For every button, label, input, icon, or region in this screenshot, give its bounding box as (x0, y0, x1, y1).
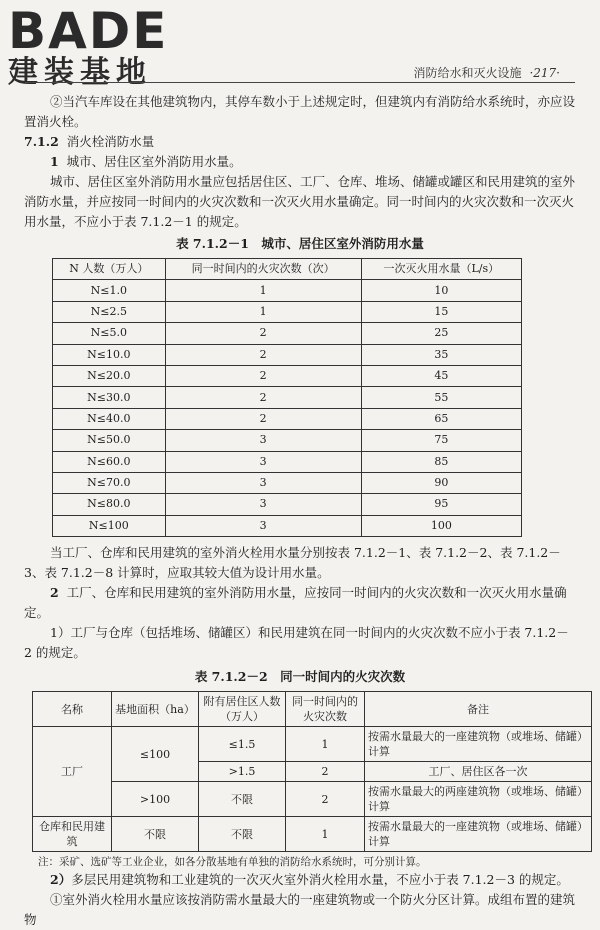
paragraph-fire-count: 1）工厂与仓库（包括堆场、储罐区）和民用建筑在同一时间内的火灾次数不应小于表 7.1.2－2 的规定。 (24, 625, 569, 661)
table-1-header: 一次灭火用水量（L/s） (361, 259, 521, 280)
paragraph-max-value: 当工厂、仓库和民用建筑的室外消火栓用水量分别按表 7.1.2－1、表 7.1.2－2、表 7.1.2－3、表 7.1.2－8 计算时，应取其较大值为设计用水量。 (24, 545, 561, 581)
table-cell: 15 (361, 301, 521, 322)
item-1-heading (24, 152, 576, 172)
section-title: 消火栓消防水量 (66, 134, 155, 149)
paragraph-city-water: 城市、居住区室外消防用水量应包括居住区、工厂、仓库、堆场、储罐或罐区和民用建筑的室外消防水量，并应按同一时间内的火灾次数和一次灭火用水量确定。同一时间内的火灾次数和一次灭火用水量，不应小于表 7.1.2－1 的规定。 (24, 174, 576, 229)
table-1-header: 同一时间内的火灾次数（次） (165, 259, 361, 280)
table-cell: 1 (286, 817, 365, 852)
item-2-2-number: 2） (50, 872, 72, 888)
item-1-number: 1 (50, 154, 59, 169)
table-row (33, 817, 592, 852)
table-cell: 不限 (112, 817, 199, 852)
table-cell: 2 (165, 387, 361, 408)
table-cell: N≤50.0 (53, 430, 166, 451)
table-row (53, 494, 522, 515)
table-row (53, 408, 522, 429)
table-2-caption: 表 7.1.2－2 同一时间内的火灾次数 (194, 669, 406, 685)
section-heading (24, 132, 576, 152)
table-cell: N≤10.0 (53, 344, 166, 365)
table-row (33, 727, 592, 762)
table-row (53, 515, 522, 536)
table-2-header: 基地面积（ha） (112, 692, 199, 727)
table-cell: 3 (165, 430, 361, 451)
table-cell: 10 (361, 280, 521, 301)
table-cell: 不限 (199, 817, 286, 852)
logo (8, 2, 178, 90)
table-cell: 85 (361, 451, 521, 472)
table-row (53, 344, 522, 365)
item-2-2-text: 多层民用建筑物和工业建筑的一次灭火室外消火栓用水量，不应小于表 7.1.2－3 的规定。 (71, 872, 569, 888)
table-cell: ≤1.5 (199, 727, 286, 762)
table-2-header: 同一时间内的火灾次数 (286, 692, 365, 727)
section-number: 7.1.2 (24, 134, 59, 149)
table-cell: 仓库和民用建筑 (33, 817, 112, 852)
table-cell: 3 (165, 494, 361, 515)
table-1-header-row (53, 259, 522, 280)
table-cell: N≤5.0 (53, 323, 166, 344)
table-cell: 45 (361, 365, 521, 386)
item-1-text: 城市、居住区室外消防用水量。 (66, 154, 242, 169)
table-cell: 2 (165, 323, 361, 344)
paragraph-outdoor-hydrant: ①室外消火栓用水量应该按消防需水量最大的一座建筑物或一个防火分区计算。成组布置的建筑物 (24, 892, 576, 928)
table-cell: 2 (165, 408, 361, 429)
table-cell: N≤100 (53, 515, 166, 536)
table-cell: N≤60.0 (53, 451, 166, 472)
table-cell: >1.5 (199, 762, 286, 782)
table-row (53, 323, 522, 344)
table-row (53, 301, 522, 322)
table-cell: 3 (165, 451, 361, 472)
table-2-note: 注：采矿、选矿等工业企业，如各分散基地有单独的消防给水系统时，可分别计算。 (38, 856, 427, 869)
table-cell: 25 (361, 323, 521, 344)
table-cell: 按需水量最大的两座建筑物（或堆场、储罐）计算 (365, 782, 592, 817)
table-cell: N≤40.0 (53, 408, 166, 429)
table-cell: N≤1.0 (53, 280, 166, 301)
page-number: ·217· (529, 66, 560, 80)
table-2 (32, 691, 592, 852)
table-row (53, 280, 522, 301)
table-cell: 1 (165, 301, 361, 322)
table-cell: 3 (165, 515, 361, 536)
table-row (53, 451, 522, 472)
table-cell: 1 (286, 727, 365, 762)
page-body (24, 92, 588, 930)
table-cell: 35 (361, 344, 521, 365)
table-cell: N≤70.0 (53, 472, 166, 493)
table-cell: 3 (165, 472, 361, 493)
item-2-heading (24, 583, 576, 623)
table-cell: 2 (286, 762, 365, 782)
table-row (53, 387, 522, 408)
table-cell: N≤20.0 (53, 365, 166, 386)
item-2-number: 2 (50, 585, 59, 601)
table-cell: 按需水量最大的一座建筑物（或堆场、储罐）计算 (365, 727, 592, 762)
table-cell: 2 (286, 782, 365, 817)
table-cell: 1 (165, 280, 361, 301)
table-cell: >100 (112, 782, 199, 817)
table-row (53, 472, 522, 493)
logo-text-en: BADE (8, 2, 169, 60)
running-title: 消防给水和灭火设施 (413, 66, 522, 80)
header-rule (25, 82, 575, 83)
table-1 (52, 258, 522, 537)
table-cell: N≤2.5 (53, 301, 166, 322)
table-cell: ≤100 (112, 727, 199, 782)
table-row (33, 782, 592, 817)
table-cell: 不限 (199, 782, 286, 817)
paragraph-multistory (24, 870, 576, 890)
table-cell: 75 (361, 430, 521, 451)
item-2-text: 工厂、仓库和民用建筑的室外消防用水量，应按同一时间内的火灾次数和一次灭火用水量确定。 (24, 585, 567, 621)
table-cell: 95 (361, 494, 521, 515)
table-cell: N≤30.0 (53, 387, 166, 408)
table-cell: N≤80.0 (53, 494, 166, 515)
running-header (413, 64, 560, 81)
table-row (53, 365, 522, 386)
table-2-header-row (33, 692, 592, 727)
table-2-header: 备注 (365, 692, 592, 727)
table-cell: 2 (165, 365, 361, 386)
paragraph-garage: ②当汽车库设在其他建筑物内，其停车数小于上述规定时，但建筑内有消防给水系统时，亦应设置消火栓。 (24, 94, 576, 129)
table-2-header: 名称 (33, 692, 112, 727)
table-cell: 按需水量最大的一座建筑物（或堆场、储罐）计算 (365, 817, 592, 852)
table-cell: 100 (361, 515, 521, 536)
logo-text-cn: 建装基地 (8, 55, 152, 90)
table-cell: 2 (165, 344, 361, 365)
table-2-header: 附有居住区人数（万人） (199, 692, 286, 727)
table-1-caption: 表 7.1.2－1 城市、居住区室外消防用水量 (176, 236, 424, 251)
table-row (53, 430, 522, 451)
table-1-header: N 人数（万人） (53, 259, 166, 280)
table-cell: 65 (361, 408, 521, 429)
table-cell: 55 (361, 387, 521, 408)
table-cell: 90 (361, 472, 521, 493)
table-cell: 工厂、居住区各一次 (365, 762, 592, 782)
table-cell: 工厂 (33, 727, 112, 817)
